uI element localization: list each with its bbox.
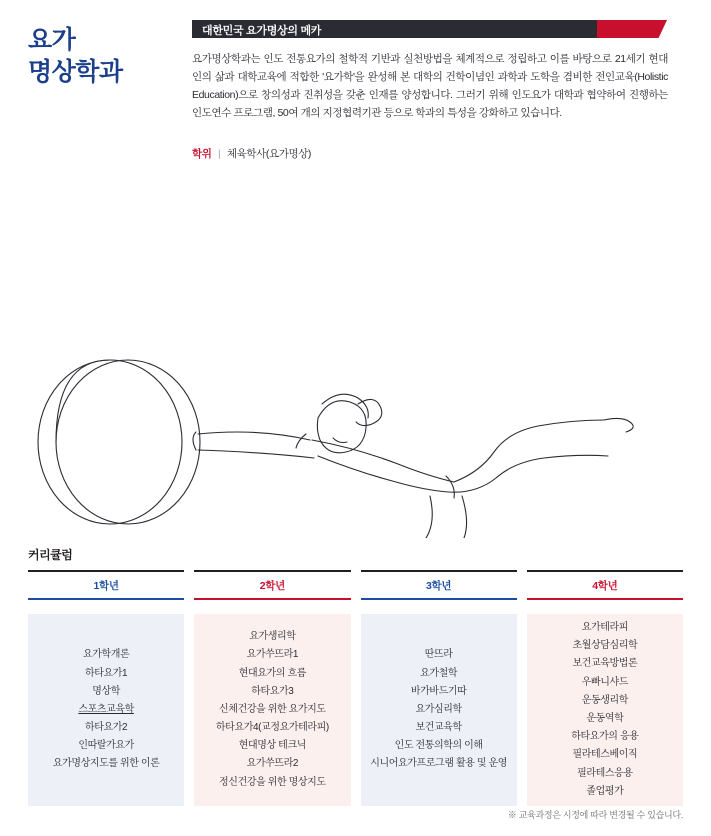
degree-value: 체육학사(요가명상) <box>226 148 312 160</box>
course-item: 보건교육학 <box>415 722 462 734</box>
chest-line <box>318 456 448 492</box>
course-item: 명상학 <box>92 685 121 697</box>
hair-line <box>322 394 368 418</box>
page-header <box>0 0 711 185</box>
arm-lower-line <box>198 450 314 458</box>
course-box-year3 <box>361 614 517 806</box>
course-item: 졸업평가 <box>586 785 624 797</box>
curriculum-column-year2 <box>194 570 350 806</box>
intro-banner <box>192 20 667 38</box>
course-item: 하타요가2 <box>85 722 128 734</box>
course-item: 하타요가3 <box>251 685 294 697</box>
course-item: 요가철학 <box>420 667 458 679</box>
curriculum-heading: 커리큘럼 <box>28 548 73 562</box>
year-label-3: 3학년 <box>426 580 452 592</box>
course-item: 인도 전통의학의 이해 <box>394 740 483 752</box>
course-item: 시니어요가프로그램 활용 및 운영 <box>370 758 508 770</box>
course-item: 요가심리학 <box>415 703 462 715</box>
year-label-2: 2학년 <box>259 580 285 592</box>
column-rule-bottom <box>28 598 184 600</box>
course-item: 하타요가4(교정요가테라피) <box>215 722 329 734</box>
degree-separator: | <box>218 148 221 160</box>
back-line <box>312 440 454 482</box>
page-title <box>28 24 123 88</box>
support-thigh-line <box>400 496 432 538</box>
arm-upper-line <box>198 432 310 440</box>
course-item: 초월상담심리학 <box>572 640 638 652</box>
degree-label: 학위 <box>192 148 212 160</box>
column-rule-bottom <box>527 598 683 600</box>
column-rule-bottom <box>194 598 350 600</box>
course-box-year2 <box>194 614 350 806</box>
intro-banner-label: 대한민국 요가명상의 메카 <box>202 25 322 37</box>
column-rule-bottom <box>361 598 517 600</box>
course-list-year1 <box>53 646 160 773</box>
course-item: 운동생리학 <box>581 694 629 706</box>
course-box-year1 <box>28 614 184 806</box>
course-item: 하타요가의 응용 <box>571 731 639 743</box>
raised-leg-top <box>454 420 604 482</box>
course-item: 딴뜨라 <box>424 649 453 661</box>
course-item: 요가명상지도를 위한 이론 <box>52 758 160 770</box>
hand-contour <box>193 432 196 450</box>
yoga-illustration <box>0 300 711 538</box>
course-item: 필라테스베이직 <box>572 749 638 761</box>
raised-foot <box>604 418 633 432</box>
yoga-wheel-pose-drawing <box>0 300 711 538</box>
course-list-year4 <box>571 619 638 801</box>
raised-leg-bottom <box>448 455 608 492</box>
jaw-line <box>333 438 347 443</box>
course-item: 필라테스응용 <box>577 767 633 779</box>
course-item: 인따랄가요가 <box>78 740 134 752</box>
curriculum-column-year3 <box>361 570 517 806</box>
course-box-year4 <box>527 614 683 806</box>
dept-title-line1: 요가 <box>28 26 76 54</box>
course-item: 요가생리학 <box>249 631 296 643</box>
course-item: 현대요가의 흐름 <box>238 667 306 679</box>
course-item: 보건교육방법론 <box>572 658 638 670</box>
shoulder-detail <box>296 434 306 448</box>
course-item: 우빠니샤드 <box>581 676 629 688</box>
course-item: 신체건강을 위한 요가지도 <box>219 703 326 715</box>
course-item: 바가바드기따 <box>410 685 467 697</box>
support-shin-line <box>442 496 467 538</box>
course-item: 스포츠교육학 <box>78 703 134 715</box>
curriculum-column-year4 <box>527 570 683 806</box>
degree-row <box>192 146 311 161</box>
head-contour <box>317 401 366 453</box>
course-list-year2 <box>216 628 329 792</box>
year-label-4: 4학년 <box>592 580 618 592</box>
course-item: 요가테라피 <box>581 622 629 634</box>
curriculum-column-year1 <box>28 570 184 806</box>
course-item: 요가쑤뜨라1 <box>246 649 299 661</box>
year-label-1: 1학년 <box>93 580 119 592</box>
hip-crease <box>446 476 454 498</box>
wheel-ring-inner <box>56 360 200 524</box>
course-list-year3 <box>370 646 507 773</box>
course-item: 요가학개론 <box>82 649 130 661</box>
intro-banner-accent <box>597 20 667 38</box>
intro-description: 요가명상학과는 인도 전통요가의 철학적 기반과 실천방법을 체계적으로 정립하고 이를 바탕으로 21세기 현대인의 삶과 대학교육에 적합한 '요가학'을 완성해 본 대학의 건학이념인 과학과 도학을 겸비한 전인교육(Holistic Education)으로 창의성과 진취성을 갖춘 인재를 양성합니다. 그러기 위해 인도요가 대학과 협약하여 진행하는 인도연수 프로그램, 50여 개의 지정협력기관 등으로 학과의 특성을 강화하고 있습니다. <box>192 53 668 120</box>
footnote: ※ 교육과정은 시정에 따라 변경될 수 있습니다. <box>507 810 683 820</box>
ponytail-contour <box>356 399 382 425</box>
course-item: 정신건강을 위한 명상지도 <box>219 776 326 788</box>
dept-title-line2: 명상학과 <box>28 58 123 86</box>
wheel-ring-outer <box>38 360 182 524</box>
course-item: 운동역학 <box>586 713 624 724</box>
course-item: 현대명상 테크닉 <box>238 740 306 752</box>
curriculum-grid <box>28 570 683 806</box>
course-item: 하타요가1 <box>85 667 128 679</box>
wheel-highlight <box>56 360 110 442</box>
course-item: 요가쑤뜨라2 <box>246 758 299 770</box>
